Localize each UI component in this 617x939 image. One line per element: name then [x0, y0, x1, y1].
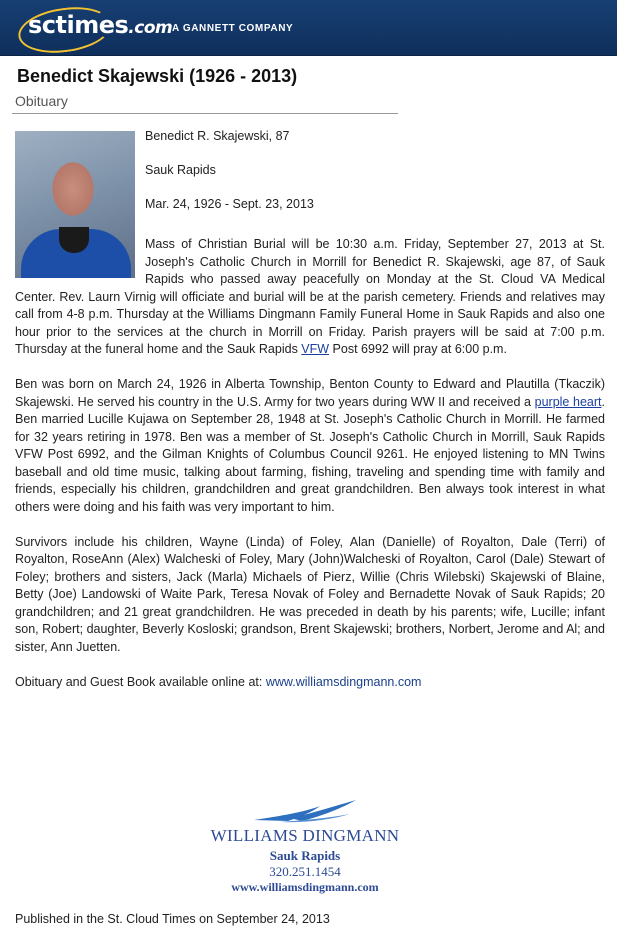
site-logo[interactable]	[28, 11, 172, 39]
page-title: Benedict Skajewski (1926 - 2013)	[17, 66, 298, 86]
logo-main: sctimes	[28, 11, 129, 39]
obituary-body	[15, 236, 605, 709]
city: Sauk Rapids	[145, 163, 216, 177]
biography-text: Ben was born on March 24, 1926 in Alberta Township, Benton County to Edward and Plautilla (Tkaczik) Skajewski. He served his country in the U.S. Army for two years during WW II and received a	[15, 377, 605, 409]
dove-icon	[250, 798, 360, 824]
paragraph-biography	[15, 376, 605, 516]
photo-spacer	[15, 236, 145, 288]
title-divider	[12, 113, 398, 114]
guestbook-line	[15, 674, 605, 692]
guestbook-text: Obituary and Guest Book available online at:	[15, 674, 266, 689]
services-text-end: Post 6992 will pray at 6:00 p.m.	[329, 342, 507, 356]
services-text: Mass of Christian Burial will be 10:30 a.m. Friday, September 27, 2013 at St. Joseph's Catholic Church in Morrill for Benedict R. Skajewski, age 87, of Sauk Rapids who passed away peacefully on Monday at the St. Cloud VA Medical Center. Rev. Laurn Virnig will officiate and burial will be at the parish cemetery. Friends and relatives may call from 4-8 p.m. Thursday at the Williams Dingmann Family Funeral Home in Sauk Rapids and also one hour prior to the services at the church in Morrill on Friday. Parish prayers will be said at 7:00 p.m. Thursday at the funeral home and the Sauk Rapids	[15, 237, 605, 356]
title-block	[12, 66, 398, 114]
guestbook-link[interactable]: www.williamsdingmann.com	[265, 674, 422, 689]
funeral-home-logo	[200, 798, 410, 895]
paragraph-survivors: Survivors include his children, Wayne (Linda) of Foley, Alan (Danielle) of Royalton, Dale (Terri) of Royalton, RoseAnn (Alex) Walcheski of Foley, Mary (John)Walcheski of Royalton, Carol (Dale) Stewart of Foley; brothers and sisters, Jack (Marla) Michaels of Pierz, Willie (Chris Wilebski) Skajewski of Blaine, Betty (Joe) Landowski of Waite Park, Teresa Novak of Foley and Bernadette Novak of Sauk Rapids; 20 grandchildren; and 21 great grandchildren. He was preceded in death by his parents; wife, Lucille; infant son, Robert; daughter, Beverly Kosloski; grandson, Brent Skajewski; brothers, Norbert, Jerome and Al; and sister, Ann Juetten.	[15, 534, 605, 654]
site-header	[0, 0, 617, 56]
name-age: Benedict R. Skajewski, 87	[145, 129, 290, 143]
vfw-link[interactable]: VFW	[301, 342, 330, 356]
biography-text-end: . Ben married Lucille Kujawa on September 28, 1948 at St. Joseph's Catholic Church in Morrill. He farmed for 32 years retiring in 1978. Ben was a member of St. Joseph's Catholic Church in Morrill, Sauk Rapids VFW Post 6992, and the Gilman Knights of Columbus Council 9261. He enjoyed listening to MN Twins baseball and old time music, talking about farming, fishing, traveling and spending time with family and friends, especially his children, grandchildren and great grandchildren. Ben always took interest in what others were doing and his faith was very important to him.	[15, 394, 605, 514]
published-line: Published in the St. Cloud Times on September 24, 2013	[15, 912, 330, 926]
funeral-home-city: Sauk Rapids	[269, 848, 341, 863]
logo-suffix: .com	[128, 18, 173, 38]
funeral-home-website: www.williamsdingmann.com	[231, 880, 379, 894]
purple-heart-link[interactable]: purple heart	[534, 394, 602, 409]
funeral-home-name: WILLIAMS DINGMANN	[210, 826, 400, 845]
header-tagline: A GANNETT COMPANY	[172, 23, 294, 34]
page-subtitle: Obituary	[15, 93, 68, 109]
funeral-home-phone: 320.251.1454	[269, 864, 341, 879]
obituary-meta	[145, 129, 314, 231]
life-dates: Mar. 24, 1926 - Sept. 23, 2013	[145, 197, 314, 211]
